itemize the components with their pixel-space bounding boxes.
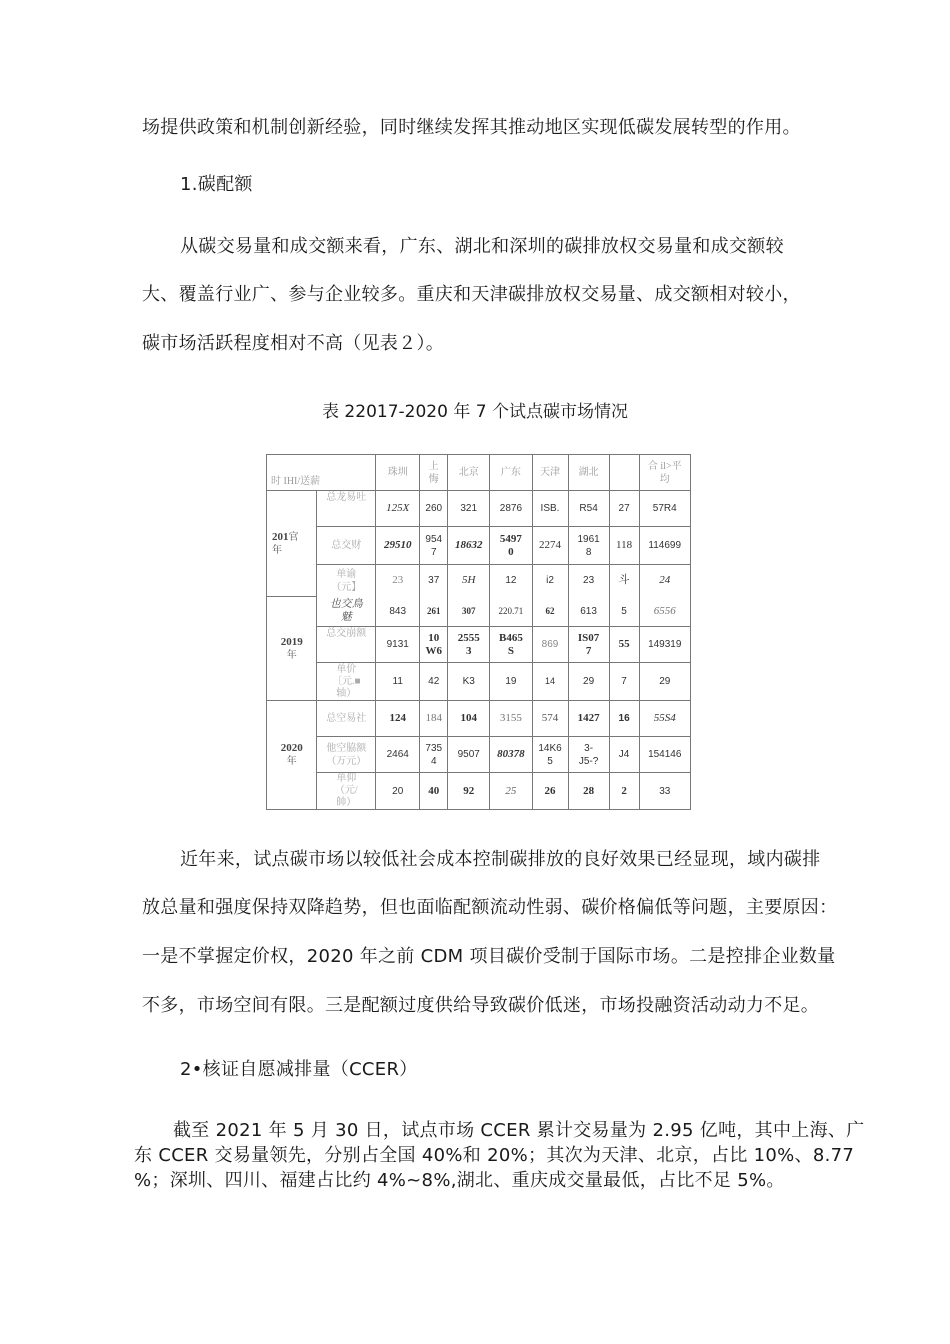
cell: 20 (376, 773, 420, 810)
cell: 14K6 5 (532, 737, 568, 773)
cell: 5 (609, 597, 639, 627)
cell: 10 W6 (420, 627, 448, 663)
year-suffix: 年 (286, 649, 297, 661)
cell: 3- J5-? (568, 737, 609, 773)
cell: 2274 (532, 527, 568, 565)
cell: 220.71 (490, 597, 532, 627)
cell: 28 (568, 773, 609, 810)
cell: 104 (448, 701, 490, 737)
cell: 184 (420, 701, 448, 737)
table-caption: 表 22017-2020 年 7 个试点碳市场情况 (322, 402, 628, 422)
cell: 1961 8 (568, 527, 609, 565)
paragraph-1-line-3: 碳市场活跃程度相对不高（见表２）。 (142, 333, 445, 354)
header-shenzhen: 珠圳 (376, 455, 420, 491)
row-label: 他空脇额 （万元） (317, 737, 376, 773)
cell: 260 (420, 491, 448, 527)
header-hubei: 湖北 (568, 455, 609, 491)
table-row (267, 737, 691, 773)
table-row (267, 773, 691, 810)
paragraph-2-line-1: 近年来，试点碳市场以较低社会成本控制碳排放的良好效果已经显现，域内碳排 (180, 849, 821, 870)
cell: 118 (609, 527, 639, 565)
paragraph-1-line-2: 大、覆盖行业广、参与企业较多。重庆和天津碳排放权交易量、成交额相对较小， (142, 284, 801, 305)
cell: 57R4 (639, 491, 691, 527)
cell: IS07 7 (568, 627, 609, 663)
cell: 114699 (639, 527, 691, 565)
cell: 29510 (376, 527, 420, 565)
year-label: 2020 (280, 742, 303, 754)
cell: J4 (609, 737, 639, 773)
cell: 55 (609, 627, 639, 663)
cell: 92 (448, 773, 490, 810)
table-row (267, 663, 691, 701)
cell: 16 (609, 701, 639, 737)
cell: 19 (490, 663, 532, 701)
year-label: 2019 (280, 635, 303, 648)
header-beijing: 北京 (448, 455, 490, 491)
cell: 14 (532, 663, 568, 701)
cell: 125X (376, 491, 420, 527)
paragraph-3-line-3: %；深圳、四川、福建占比约 4%~8%,湖北、重庆成交量最低，占比不足 5%。 (134, 1170, 785, 1191)
year-cell-2017 (267, 491, 317, 597)
cell: 11 (376, 663, 420, 701)
row-label: 总空易社 (317, 701, 376, 737)
row-label: 单价 〔元.■ 轴） (317, 663, 376, 701)
cell: 2464 (376, 737, 420, 773)
cell: 869 (532, 627, 568, 663)
cell: 29 (639, 663, 691, 701)
header-chongqing (609, 455, 639, 491)
cell: 1427 (568, 701, 609, 737)
cell: 613 (568, 597, 609, 627)
paragraph-intro-tail: 场提供政策和机制创新经验，同时继续发挥其推动地区实现低碳发展转型的作用。 (142, 117, 801, 138)
cell: 307 (448, 597, 490, 627)
cell: 18632 (448, 527, 490, 565)
paragraph-3-line-2: 东 CCER 交易量领先，分别占全国 40%和 20%；其次为天津、北京，占比 10%、8.77 (134, 1145, 855, 1166)
row-label: 单仰 （元/ 帥） (317, 773, 376, 810)
table-row (267, 565, 691, 597)
cell: 27 (609, 491, 639, 527)
cell: ISB. (532, 491, 568, 527)
cell: 33 (639, 773, 691, 810)
table-row (267, 627, 691, 663)
cell: 2555 3 (448, 627, 490, 663)
year-cell-2019 (267, 597, 317, 701)
cell: K3 (448, 663, 490, 701)
cell: B465 S (490, 627, 532, 663)
cell: 2876 (490, 491, 532, 527)
cell: 12 (490, 565, 532, 597)
cell: 6556 (639, 597, 691, 627)
header-guangdong: 广东 (490, 455, 532, 491)
cell: i2 (532, 565, 568, 597)
table-header-row (267, 455, 691, 491)
cell: 37 (420, 565, 448, 597)
header-corner: 时 IHI/送薪 (267, 455, 376, 491)
cell: 5497 0 (490, 527, 532, 565)
cell: 124 (376, 701, 420, 737)
cell: 40 (420, 773, 448, 810)
cell: 2 (609, 773, 639, 810)
cell: 62 (532, 597, 568, 627)
cell: 9131 (376, 627, 420, 663)
year-cell-2020 (267, 701, 317, 810)
year-suffix: 官 年 (272, 532, 299, 556)
cell: 80378 (490, 737, 532, 773)
row-label: 总龙易吐 (317, 491, 376, 527)
table-row (267, 527, 691, 565)
cell: 5H (448, 565, 490, 597)
row-label: 总交财 (317, 527, 376, 565)
section-heading-ccer: 2•核证自愿减排量（CCER） (180, 1059, 418, 1080)
table-row (267, 701, 691, 737)
cell: 321 (448, 491, 490, 527)
row-label: 也交鳥 魅 (317, 597, 376, 627)
carbon-market-table (266, 454, 691, 810)
row-label: 单谕 （元】 (317, 565, 376, 597)
cell: 55S4 (639, 701, 691, 737)
year-label: 201 (272, 531, 289, 543)
cell: R54 (568, 491, 609, 527)
paragraph-3-line-1: 截至 2021 年 5 月 30 日，试点市场 CCER 累计交易量为 2.95 亿吨，其中上海、广 (173, 1120, 865, 1141)
cell: 7 (609, 663, 639, 701)
paragraph-2-line-2: 放总量和强度保持双降趋势，但也面临配额流动性弱、碳价格偏低等问题，主要原因： (142, 897, 838, 918)
cell: 149319 (639, 627, 691, 663)
cell: 23 (376, 565, 420, 597)
cell: 954 7 (420, 527, 448, 565)
cell: 42 (420, 663, 448, 701)
cell: 23 (568, 565, 609, 597)
cell: 9507 (448, 737, 490, 773)
cell: 25 (490, 773, 532, 810)
table-row (267, 597, 691, 627)
cell: 3155 (490, 701, 532, 737)
cell: 735 4 (420, 737, 448, 773)
section-heading-carbon-quota: 1.碳配额 (180, 174, 253, 195)
paragraph-1-line-1: 从碳交易量和成交额来看，广东、湖北和深圳的碳排放权交易量和成交额较 (180, 236, 784, 257)
cell: 574 (532, 701, 568, 737)
cell: 24 (639, 565, 691, 597)
cell: 26 (532, 773, 568, 810)
cell: 斗 (609, 565, 639, 597)
header-tianjin: 天津 (532, 455, 568, 491)
table-row (267, 491, 691, 527)
row-label: 总交崩额 (317, 627, 376, 663)
header-total-avg: 合 il>平 均 (639, 455, 691, 491)
year-suffix: 年 (286, 756, 297, 767)
cell: 154146 (639, 737, 691, 773)
paragraph-2-line-3: 一是不掌握定价权，2020 年之前 CDM 项目碳价受制于国际市场。二是控排企业数量 (142, 946, 836, 967)
cell: 843 (376, 597, 420, 627)
cell: 29 (568, 663, 609, 701)
paragraph-2-line-4: 不多，市场空间有限。三是配额过度供给导致碳价低迷，市场投融资活动动力不足。 (142, 995, 820, 1016)
header-shanghai: 上 悔 (420, 455, 448, 491)
cell: 261 (420, 597, 448, 627)
